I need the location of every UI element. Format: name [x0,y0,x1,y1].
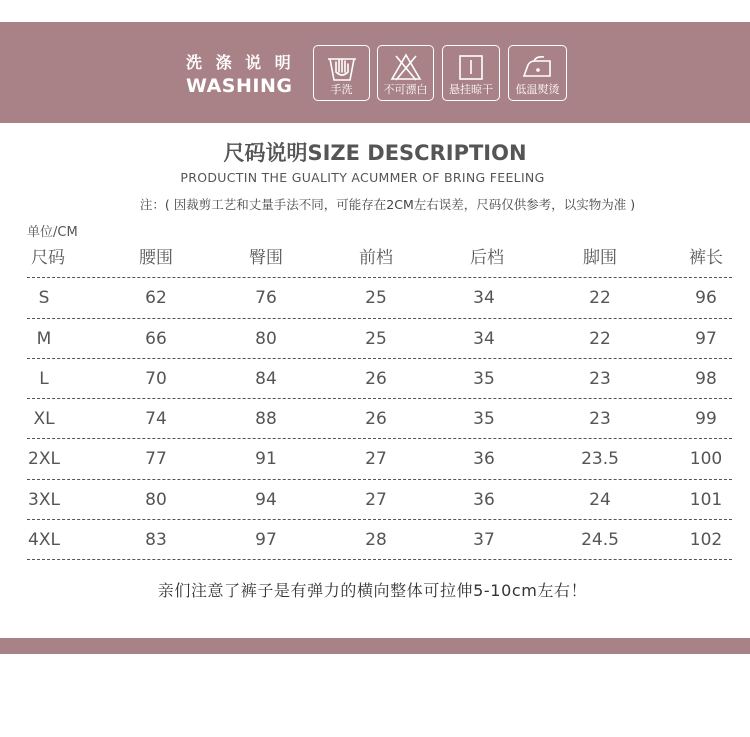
washing-title-en: WASHING [186,75,293,97]
no-bleach-label: 不可漂白 [383,83,428,96]
table-header-row [27,238,732,278]
hang-dry-icon [442,45,500,101]
washing-title-cn: 洗 涤 说 明 [186,53,295,72]
header-cell: 裤长 [689,248,723,268]
low-iron-icon [508,45,567,101]
size-subtitle: PRODUCTIN THE GUALITY ACUMMER OF BRING FEELING [180,170,545,185]
table-cell: 36 [473,489,495,510]
table-cell: 23.5 [581,449,619,470]
size-note: 注：( 因裁剪工艺和丈量手法不同，可能存在2CM左右误差，尺码仅供参考，以实物为准 ) [139,197,636,212]
table-cell: 35 [473,409,495,430]
table-cell: 97 [695,328,717,349]
table-cell: 96 [695,288,717,309]
table-cell: M [36,328,52,349]
washing-banner [0,22,750,123]
table-cell: 97 [255,530,277,551]
table-cell: 74 [145,409,167,430]
table-row [27,399,732,439]
table-cell: 98 [695,368,717,389]
size-title: 尺码说明SIZE DESCRIPTION [223,141,527,165]
size-unit: 单位/CM [27,225,78,240]
table-cell: 80 [255,328,277,349]
header-cell: 尺码 [31,248,65,268]
table-cell: 35 [473,368,495,389]
table-cell: 4XL [28,530,60,551]
hand-wash-label: 手洗 [330,83,353,96]
header-cell: 腰围 [139,248,173,268]
table-cell: 62 [145,288,167,309]
table-row [27,319,732,359]
table-row [27,359,732,399]
table-cell: 23 [589,368,611,389]
table-row [27,439,732,479]
no-bleach-icon [377,45,434,101]
table-cell: L [39,368,49,389]
table-cell: 22 [589,328,611,349]
header-cell: 前档 [359,248,393,268]
low-iron-label: 低温熨烫 [515,83,560,96]
hang-dry-label: 悬挂晾干 [449,83,493,96]
size-table [27,238,732,560]
table-cell: 24 [589,489,611,510]
table-cell: 26 [365,368,387,389]
header-cell: 臀围 [249,248,283,268]
table-cell: 102 [689,530,723,551]
table-cell: 101 [689,489,723,510]
table-cell: 24.5 [581,530,619,551]
table-cell: 88 [255,409,277,430]
table-cell: 27 [365,449,387,470]
table-cell: 27 [365,489,387,510]
table-cell: 22 [589,288,611,309]
header-cell: 脚围 [583,248,617,268]
table-cell: 80 [145,489,167,510]
table-cell: 36 [473,449,495,470]
table-row [27,480,732,520]
table-cell: 84 [255,368,277,389]
table-cell: 77 [145,449,167,470]
table-cell: 34 [473,328,495,349]
table-cell: S [38,288,50,309]
table-cell: 100 [689,449,723,470]
table-cell: 66 [145,328,167,349]
table-cell: 2XL [28,449,60,470]
table-cell: 25 [365,288,387,309]
table-cell: 91 [255,449,277,470]
table-cell: 34 [473,288,495,309]
table-cell: 25 [365,328,387,349]
table-cell: 23 [589,409,611,430]
table-cell: 37 [473,530,495,551]
header-cell: 后档 [470,248,504,268]
table-cell: 26 [365,409,387,430]
table-row [27,520,732,560]
table-cell: 94 [255,489,277,510]
table-cell: 70 [145,368,167,389]
table-cell: 3XL [28,489,60,510]
table-cell: 28 [365,530,387,551]
table-cell: 99 [695,409,717,430]
stretch-note: 亲们注意了裤子是有弹力的横向整体可拉伸5-10cm左右！ [157,581,588,600]
hand-wash-icon [313,45,370,101]
bottom-divider-bar [0,638,750,654]
table-row [27,278,732,318]
table-cell: 83 [145,530,167,551]
table-cell: XL [33,409,55,430]
table-cell: 76 [255,288,277,309]
